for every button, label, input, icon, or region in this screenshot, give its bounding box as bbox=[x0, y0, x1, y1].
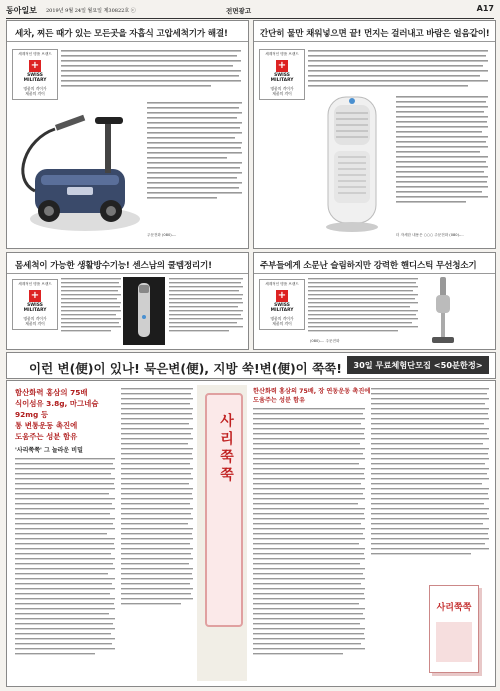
body-text-placeholder bbox=[308, 49, 488, 95]
ad-stick-vacuum bbox=[253, 252, 496, 350]
ad-headline: 세차, 찌든 때가 있는 모든곳을 자흡식 고압세척기가 해결! bbox=[15, 29, 228, 39]
body-text-column-4 bbox=[371, 387, 489, 577]
brand-sub: 명품의 격이가 제품의 격이 bbox=[270, 86, 294, 96]
text-lines-graphic bbox=[147, 101, 242, 236]
swiss-cross-icon: + bbox=[277, 290, 287, 301]
page-number: A17 bbox=[476, 4, 494, 13]
device-image bbox=[123, 277, 165, 345]
brand-name-line2: MILITARY bbox=[270, 78, 294, 83]
ad-fiber-supplement bbox=[6, 380, 496, 687]
right-headline: 한산화력 홍삼의 75배, 장 연동운동 촉진에 도움주는 성분 함유 bbox=[253, 388, 371, 404]
body-text-placeholder bbox=[61, 49, 241, 95]
spec-text-placeholder bbox=[147, 101, 242, 236]
order-phone: (080)-... 주문전화 bbox=[310, 339, 340, 343]
ad-headline: 간단히 물만 채워넣으면 끝! 먼지는 걸러내고 바람은 얼음같이! bbox=[260, 29, 490, 39]
spec-text-placeholder bbox=[396, 95, 488, 229]
vacuum-image bbox=[422, 275, 462, 347]
divider bbox=[254, 273, 495, 274]
text-lines-graphic bbox=[121, 387, 193, 677]
brand-sub: 명품의 격이가 제품의 격이 bbox=[270, 316, 294, 326]
ad-headline: 주부들에게 소문난 슬림하지만 강력한 핸디스틱 무선청소기 bbox=[260, 261, 477, 271]
newspaper-logo: 동아일보 bbox=[6, 6, 37, 15]
ad-pressure-washer bbox=[6, 20, 249, 249]
supplement-banner bbox=[6, 352, 496, 379]
order-phone: 주문전화 (080)-... bbox=[147, 233, 177, 237]
order-phone: 더 자세한 내용은 ○○○ 주문전화 (080)-... bbox=[396, 233, 464, 237]
text-lines-graphic bbox=[253, 407, 365, 677]
brand-name-line2: MILITARY bbox=[23, 308, 47, 313]
brand-tag: 세계적인 명품 브랜드 bbox=[265, 282, 299, 286]
ad-grooming-device bbox=[6, 252, 249, 350]
product-visual bbox=[197, 385, 247, 681]
banner-title: 이런 변(便)이 있나! 묵은변(便), 지방 쑥!변(便)이 쭉쭉! bbox=[29, 361, 342, 376]
brand-name-line2: MILITARY bbox=[270, 308, 294, 313]
brand-tag: 세계적인 명품 브랜드 bbox=[18, 52, 52, 56]
highlight-claims: 함산화력 홍삼의 75배 식이섬유 3.8g, 마그네슘 92mg 등 통 변통운동 촉진에 도움주는 성분 함유 bbox=[15, 388, 99, 441]
ad-air-cooler bbox=[253, 20, 496, 249]
body-text-placeholder bbox=[308, 277, 418, 343]
text-lines-graphic bbox=[15, 457, 115, 677]
text-lines-graphic bbox=[308, 277, 418, 343]
swiss-cross-icon: + bbox=[30, 60, 40, 71]
ad-headline: 몸세척이 가능한 생활방수기능! 센스남의 쿨템정리기! bbox=[15, 261, 212, 271]
swiss-cross-icon: + bbox=[30, 290, 40, 301]
brand-name-line2: MILITARY bbox=[23, 78, 47, 83]
swiss-cross-icon: + bbox=[277, 60, 287, 71]
divider bbox=[7, 273, 248, 274]
page-header bbox=[6, 4, 494, 19]
brand-name-line1: SWISS bbox=[274, 73, 290, 78]
package-label: 사리쭉쭉 bbox=[436, 603, 472, 613]
product-subtitle: '사리쭉쭉' 그 놀라운 비밀 bbox=[15, 447, 83, 454]
package-box bbox=[429, 585, 479, 673]
trial-recruitment-box: 30일 무료체험단모집 <50분한정> bbox=[347, 356, 489, 374]
brand-badge bbox=[259, 49, 305, 100]
text-lines-graphic bbox=[308, 49, 488, 93]
air-cooler-image bbox=[312, 93, 392, 235]
brand-badge bbox=[259, 279, 305, 330]
brand-name-line1: SWISS bbox=[27, 303, 43, 308]
body-text-column-3 bbox=[253, 407, 365, 679]
pressure-washer-image bbox=[15, 99, 143, 237]
text-lines-graphic bbox=[61, 277, 121, 343]
divider bbox=[254, 41, 495, 42]
brand-name-line1: SWISS bbox=[27, 73, 43, 78]
divider bbox=[7, 41, 248, 42]
text-lines-graphic bbox=[396, 95, 488, 229]
section-label: 전면광고 bbox=[226, 7, 252, 15]
brand-badge bbox=[12, 49, 58, 100]
body-text-column-2 bbox=[121, 387, 193, 679]
issue-date: 2019년 9월 24일 월요일 제30822호 ⓒ bbox=[46, 8, 136, 14]
product-stick bbox=[205, 393, 243, 627]
brand-tag: 세계적인 명품 브랜드 bbox=[18, 282, 52, 286]
body-text-placeholder bbox=[15, 457, 115, 679]
body-text-placeholder bbox=[61, 277, 121, 343]
brand-tag: 세계적인 명품 브랜드 bbox=[265, 52, 299, 56]
product-package-image bbox=[425, 581, 487, 679]
package-stripe bbox=[436, 622, 472, 662]
text-lines-graphic bbox=[61, 49, 241, 93]
product-logo-vertical: 사리쭉쭉 bbox=[218, 413, 234, 485]
brand-badge bbox=[12, 279, 58, 330]
text-lines-graphic bbox=[371, 387, 489, 575]
brand-sub: 명품의 격이가 제품의 격이 bbox=[23, 86, 47, 96]
brand-sub: 명품의 격이가 제품의 격이 bbox=[23, 316, 47, 326]
brand-name-line1: SWISS bbox=[274, 303, 290, 308]
spec-text-placeholder bbox=[169, 277, 243, 343]
text-lines-graphic bbox=[169, 277, 243, 343]
